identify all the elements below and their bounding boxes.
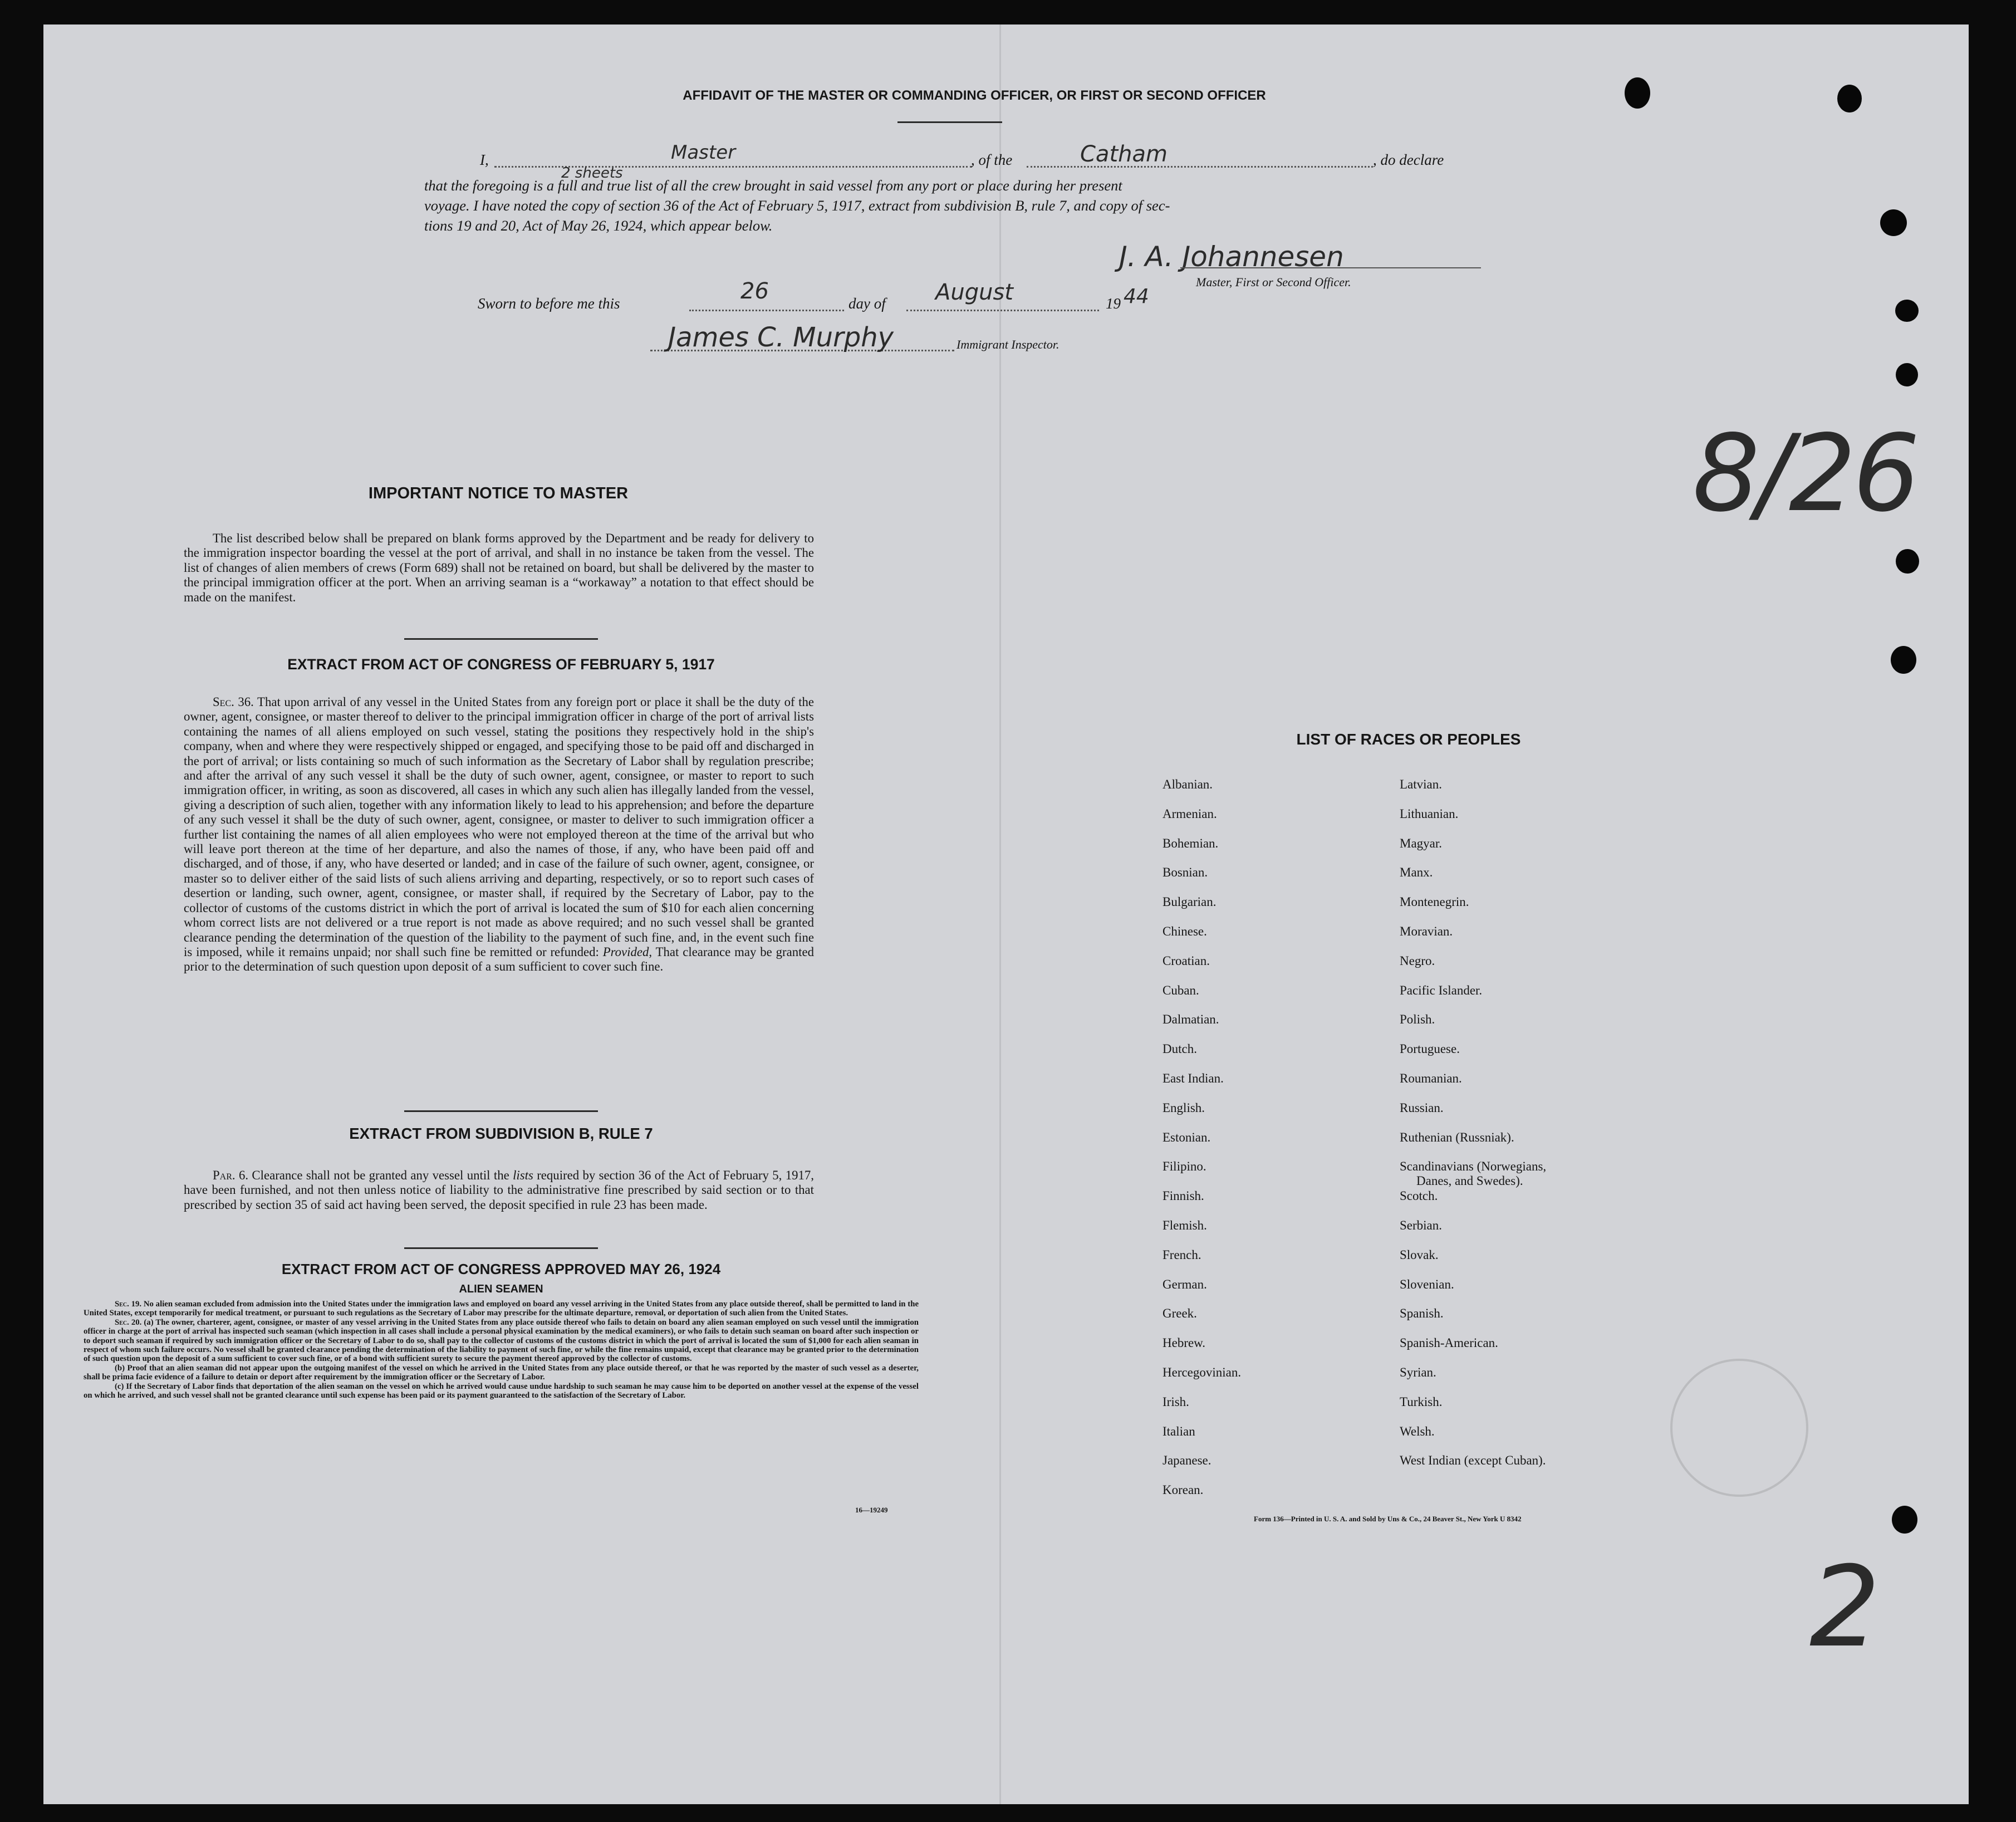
sec-36-label: Sec. 36. <box>213 695 254 709</box>
race-item: Dutch. <box>1162 1042 1197 1056</box>
date-annotation: 8/26 <box>1693 412 1917 535</box>
notice-text: The list described below shall be prepared on blank forms approved by the Department and be ready for delivery to the immigration inspector boarding the vessel at the port of arrival, and shall in no instance be taken from the vessel. The list of changes of alien members of crews (Form 689) shall not be retained on board, but shall be delivered by the master to the principal immigration officer at the port. When an arriving seaman is a “workaway” a notation to that effect should be made on the manifest. <box>184 531 814 604</box>
race-item: Latvian. <box>1400 777 1442 791</box>
rule-7-heading: EXTRACT FROM SUBDIVISION B, RULE 7 <box>349 1125 653 1142</box>
race-item: Scotch. <box>1400 1189 1438 1203</box>
i-label: I, <box>480 151 489 168</box>
race-item: Estonian. <box>1162 1130 1211 1144</box>
race-item: Flemish. <box>1162 1218 1207 1232</box>
races-right-column <box>1400 777 1689 1512</box>
punch-hole <box>1896 363 1918 386</box>
race-item: East Indian. <box>1162 1071 1224 1085</box>
punch-hole <box>1891 646 1916 674</box>
punch-hole <box>1895 300 1919 322</box>
sec-19-text: No alien seaman excluded from admission into the United States under the immigration laws and employed on board any vessel arriving in the United States from any place outside thereof, shall be permitted to land in the United States, except temporarily for medical treatment, or pursuant to such regulations as the Secretary of Labor may prescribe for the ultimate departure, removal, or deportation of such alien from the United States. <box>84 1300 919 1318</box>
affidavit-line-2: that the foregoing is a full and true list of all the crew brought in said vessel from any port or place during her present <box>424 177 1122 194</box>
sworn-month: August <box>935 280 1013 305</box>
day-field-line <box>689 310 844 311</box>
section-rule <box>404 638 598 640</box>
race-item: Polish. <box>1400 1012 1435 1027</box>
affidavit-line-3: voyage. I have noted the copy of section 36 of the Act of February 5, 1917, extract from subdivision B, rule 7, and copy of sec- <box>424 197 1170 214</box>
punch-hole <box>1892 1506 1917 1534</box>
par-6-label: Par. 6. <box>213 1168 249 1182</box>
race-item: Spanish-American. <box>1400 1336 1498 1350</box>
provided-word: Provided, <box>602 944 653 959</box>
race-item: Finnish. <box>1162 1189 1204 1203</box>
lists-word: lists <box>513 1168 533 1182</box>
sec-20c-paragraph: (c) If the Secretary of Labor finds that deportation of the alien seaman on the vessel on which he arrived would cause undue hardship to such seaman he may cause him to be deported on another vessel at the expense of the vessel on which he arrived, and such vessel shall not be granted clearance until such expense has been paid or its payment guaranteed to the satisfaction of the Secretary of Labor. <box>84 1382 919 1400</box>
race-item: Bulgarian. <box>1162 895 1217 909</box>
sworn-day: 26 <box>740 278 769 304</box>
race-item: Russian. <box>1400 1100 1444 1115</box>
race-item: Korean. <box>1162 1483 1204 1497</box>
of-the-label: , of the <box>971 151 1013 168</box>
sec-19-paragraph <box>84 1300 919 1318</box>
race-item: Dalmatian. <box>1162 1012 1219 1027</box>
form-printer-note: Form 136—Printed in U. S. A. and Sold by Uns & Co., 24 Beaver St., New York U 8342 <box>1254 1515 1522 1523</box>
race-item: Japanese. <box>1162 1453 1211 1468</box>
vessel-field-line <box>1027 166 1373 168</box>
race-item: Pacific Islander. <box>1400 983 1483 997</box>
extract-1924-heading: EXTRACT FROM ACT OF CONGRESS APPROVED MAY 26, 1924 <box>281 1261 721 1277</box>
race-item: Croatian. <box>1162 953 1210 968</box>
affidavit-line-4: tions 19 and 20, Act of May 26, 1924, which appear below. <box>424 217 773 234</box>
race-item: Ruthenian (Russniak). <box>1400 1130 1514 1144</box>
vessel-field-value: Catham <box>1080 141 1168 167</box>
day-of-label: day of <box>848 295 886 312</box>
race-item: Italian <box>1162 1424 1195 1438</box>
race-item: West Indian (except Cuban). <box>1400 1453 1546 1468</box>
race-item: Negro. <box>1400 953 1435 968</box>
form-code: 16—19249 <box>855 1506 888 1514</box>
sec-20-label: Sec. 20. <box>115 1317 142 1327</box>
punch-hole <box>1896 549 1919 574</box>
race-item: French. <box>1162 1247 1201 1262</box>
rule-7-text <box>184 1168 814 1212</box>
race-item: Moravian. <box>1400 924 1453 938</box>
title-rule <box>897 121 1002 123</box>
race-item: Greek. <box>1162 1306 1197 1321</box>
do-declare-label: , do declare <box>1373 151 1444 168</box>
year-written: 44 <box>1124 285 1149 308</box>
race-item: Bohemian. <box>1162 836 1219 850</box>
year-printed: 19 <box>1106 295 1121 312</box>
master-signature: J. A. Johannesen <box>1119 241 1344 273</box>
sworn-label: Sworn to before me this <box>478 295 620 312</box>
race-item: Portuguese. <box>1400 1042 1460 1056</box>
sec-20a-paragraph <box>84 1318 919 1364</box>
sec-19-label: Sec. 19. <box>115 1300 142 1309</box>
rule-7-text-a: Clearance shall not be granted any vessel until the <box>252 1168 509 1182</box>
sec-36-text: That upon arrival of any vessel in the United States from any foreign port or place it shall be the duty of the owner, agent, consignee, or master thereof to deliver to the principal immigration officer in charge of the port of arrival lists containing the names of all aliens employed on such vessel, stating the positions they respectively hold in the ship's company, when and where they were respectively shipped or engaged, and specifying those to be paid off and discharged in the port of arrival; or lists containing so much of such information as the Secretary of Labor shall by regulation prescribe; and after the arrival of any such vessel it shall be the duty of such owner, agent, consignee, or master to report to such immigration officer, in writing, as soon as discovered, all cases in which any such alien has illegally landed from the vessel, giving a description of such alien, together with any information likely to lead to his apprehension; and before the departure of any such vessel it shall be the duty of such owner, agent, consignee, or master to deliver to such immigration officer a further list containing the names of all alien employees who were not employed thereon at the time of the arrival but who will leave port thereon at the time of her departure, and also the names of those, if any, who have been paid off and discharged, and of those, if any, who have deserted or landed; and in case of the failure of such owner, agent, consignee, or master so to deliver either of the said lists of such aliens arriving and departing, respectively, or so to report such cases of desertion or landing, such owner, agent, consignee, or master shall, if required by the Secretary of Labor, pay to the collector of customs of the customs district in which the port of arrival is located the sum of $10 for each alien concerning whom correct lists are not delivered or a true report is not made as above required; and no such vessel shall be granted clearance pending the determination of the question of the liability to the payment of such fine, and, in the event such fine is imposed, while it remains unpaid; nor shall such fine be remitted or refunded: <box>184 695 814 959</box>
month-field-line <box>906 310 1099 311</box>
races-heading: LIST OF RACES OR PEOPLES <box>1296 731 1521 748</box>
notice-heading: IMPORTANT NOTICE TO MASTER <box>368 484 629 502</box>
race-item: Spanish. <box>1400 1306 1444 1321</box>
inspector-signature: James C. Murphy <box>668 322 894 353</box>
extract-1924-text <box>84 1300 919 1400</box>
race-item: Lithuanian. <box>1400 806 1459 821</box>
race-item: Irish. <box>1162 1394 1189 1409</box>
punch-hole <box>1625 77 1650 109</box>
race-item: Albanian. <box>1162 777 1213 791</box>
race-item: Filipino. <box>1162 1159 1206 1174</box>
inspector-caption: Immigrant Inspector. <box>957 337 1059 351</box>
extract-1917-heading: EXTRACT FROM ACT OF CONGRESS OF FEBRUARY 5, 1917 <box>287 656 715 673</box>
page-number-annotation: 2 <box>1809 1542 1881 1672</box>
races-left-column <box>1162 777 1374 1512</box>
signature-caption: Master, First or Second Officer. <box>1196 275 1351 289</box>
section-rule <box>404 1110 598 1112</box>
race-item: Montenegrin. <box>1400 895 1469 909</box>
punch-hole <box>1837 85 1862 112</box>
race-item: Scandinavians (Norwegians, <box>1400 1159 1547 1174</box>
race-item: Slovenian. <box>1400 1277 1454 1291</box>
race-item: Danes, and Swedes). <box>1416 1174 1523 1188</box>
rule-7-text-b: required by section 36 of the Act of February 5, 1917, have been furnished, and not then unless notice of liability to the administrative fine prescribed by said section or to that prescribed by section 35 of said act having been served, the deposit specified in rule 23 has been made. <box>184 1168 815 1212</box>
race-item: Armenian. <box>1162 806 1217 821</box>
race-item: Roumanian. <box>1400 1071 1462 1085</box>
affidavit-title: AFFIDAVIT OF THE MASTER OR COMMANDING OFFICER, OR FIRST OR SECOND OFFICER <box>683 88 1266 103</box>
race-item: Hercegovinian. <box>1162 1365 1242 1379</box>
punch-hole <box>1880 209 1907 236</box>
name-field-value: Master <box>671 141 736 164</box>
official-stamp <box>1670 1359 1808 1497</box>
alien-seamen-subheading: ALIEN SEAMEN <box>459 1283 543 1295</box>
race-item: English. <box>1162 1100 1205 1115</box>
sec-36-text-end: That clearance may be granted prior to the determination of such question upon deposit of a sum sufficient to cover such fine. <box>184 944 815 974</box>
race-item: Cuban. <box>1162 983 1199 997</box>
race-item: Magyar. <box>1400 836 1443 850</box>
extract-1917-text <box>184 695 814 974</box>
sec-20a-text: (a) The owner, charterer, agent, consignee, or master of any vessel arriving in the United States from any place outside thereof who fails to detain on board any alien seaman employed on such vessel until the immigration officer in charge at the port of arrival has inspected such seaman (which inspection in all cases shall include a personal physical examination by the medical examiners), or who fails to detain such seaman on board after such inspection or to deport such seaman if required by such immigration officer or the Secretary of Labor to do so, shall pay to the collector of customs of the customs district in which the port of arrival is located the sum of $1,000 for each alien seaman in respect of whom such failure occurs. No vessel shall be granted clearance pending the determination of the liability to payment of such fine, or while the fine remains unpaid, except that clearance may be granted prior to the determination of such question upon the deposit of a sum sufficient to cover such fine, or of a bond with sufficient surety to secure the payment thereof approved by the collector of customs. <box>84 1317 919 1364</box>
race-item: Slovak. <box>1400 1247 1439 1262</box>
race-item: Chinese. <box>1162 924 1207 938</box>
race-item: Hebrew. <box>1162 1336 1206 1350</box>
race-item: Syrian. <box>1400 1365 1436 1379</box>
signature-line <box>1180 267 1481 268</box>
race-item: Welsh. <box>1400 1424 1435 1438</box>
race-item: German. <box>1162 1277 1207 1291</box>
sec-20b-paragraph: (b) Proof that an alien seaman did not appear upon the outgoing manifest of the vessel on which he arrived in the United States from any place outside thereof, or that he was reported by the master of such vessel as a deserter, shall be prima facie evidence of a failure to detain or deport after requirement by the immigration officer or the Secretary of Labor. <box>84 1363 919 1382</box>
insert-note: 2 sheets <box>561 165 623 182</box>
race-item: Bosnian. <box>1162 865 1208 880</box>
section-rule <box>404 1247 598 1249</box>
race-item: Turkish. <box>1400 1394 1443 1409</box>
race-item: Manx. <box>1400 865 1433 880</box>
race-item: Serbian. <box>1400 1218 1443 1232</box>
